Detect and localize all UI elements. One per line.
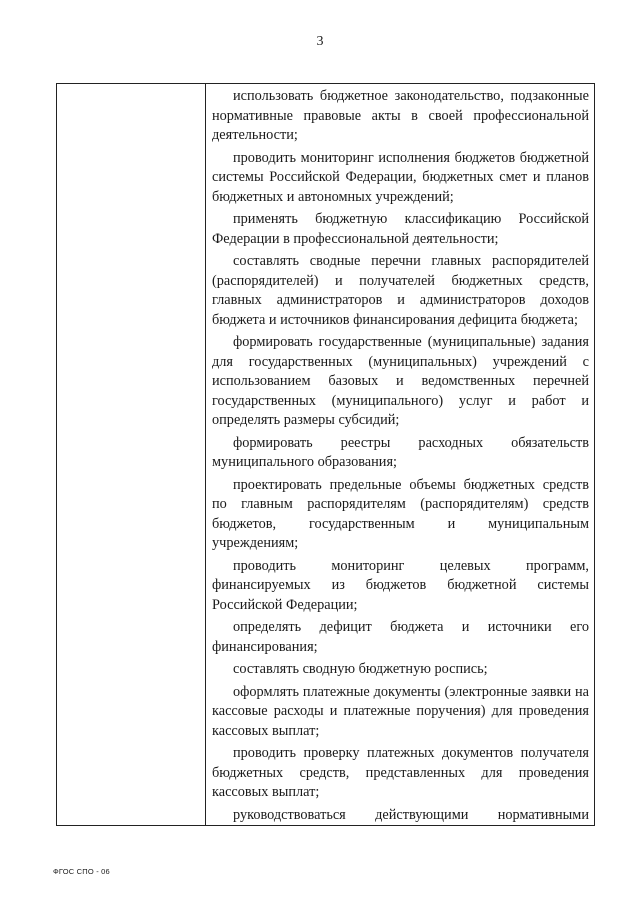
skill-paragraph: применять бюджетную классификацию Российской Федерации в профессиональной деятельности; [212, 211, 589, 247]
skill-paragraph: проводить мониторинг исполнения бюджетов бюджетной системы Российской Федерации, бюджетных смет и планов бюджетных и автономных учреждений; [212, 149, 589, 205]
footer-code: ФГОС СПО - 06 [53, 867, 110, 876]
requirements-table [56, 83, 595, 826]
skills-list [206, 84, 594, 825]
skill-paragraph: проводить мониторинг целевых программ, финансируемых из бюджетов бюджетной системы Российской Федерации; [212, 557, 589, 613]
table-right-cell [206, 84, 594, 825]
skill-paragraph: составлять сводную бюджетную роспись; [233, 661, 488, 677]
skill-paragraph: проводить проверку платежных документов получателя бюджетных средств, представленных для проведения кассовых выплат; [212, 745, 589, 800]
skill-paragraph: проектировать предельные объемы бюджетных средств по главным распорядителям (распорядителям) средств бюджетов, государственным и муниципальным учреждениям; [212, 476, 589, 551]
skill-paragraph: использовать бюджетное законодательство, подзаконные нормативные правовые акты в своей профессиональной деятельности; [212, 88, 589, 143]
skill-paragraph: определять дефицит бюджета и источники его финансирования; [212, 619, 589, 655]
skill-paragraph: составлять сводные перечни главных распорядителей (распорядителей) и получателей бюджетных средств, главных администраторов и администраторов доходов бюджета и источников финансирования дефицита бюджета; [212, 253, 589, 328]
skill-paragraph: руководствоваться действующими нормативными [233, 806, 589, 823]
page-number: 3 [316, 34, 324, 49]
skill-paragraph: оформлять платежные документы (электронные заявки на кассовые расходы и платежные поручения) для проведения кассовых выплат; [212, 683, 589, 739]
skill-paragraph: формировать государственные (муниципальные) задания для государственных (муниципальных) учреждений с использованием базовых и ведомственных перечней государственных (муниципального) услуг и работ и определять размеры субсидий; [212, 334, 589, 428]
table-left-cell [57, 84, 206, 825]
skill-paragraph: формировать реестры расходных обязательств муниципального образования; [212, 434, 589, 470]
